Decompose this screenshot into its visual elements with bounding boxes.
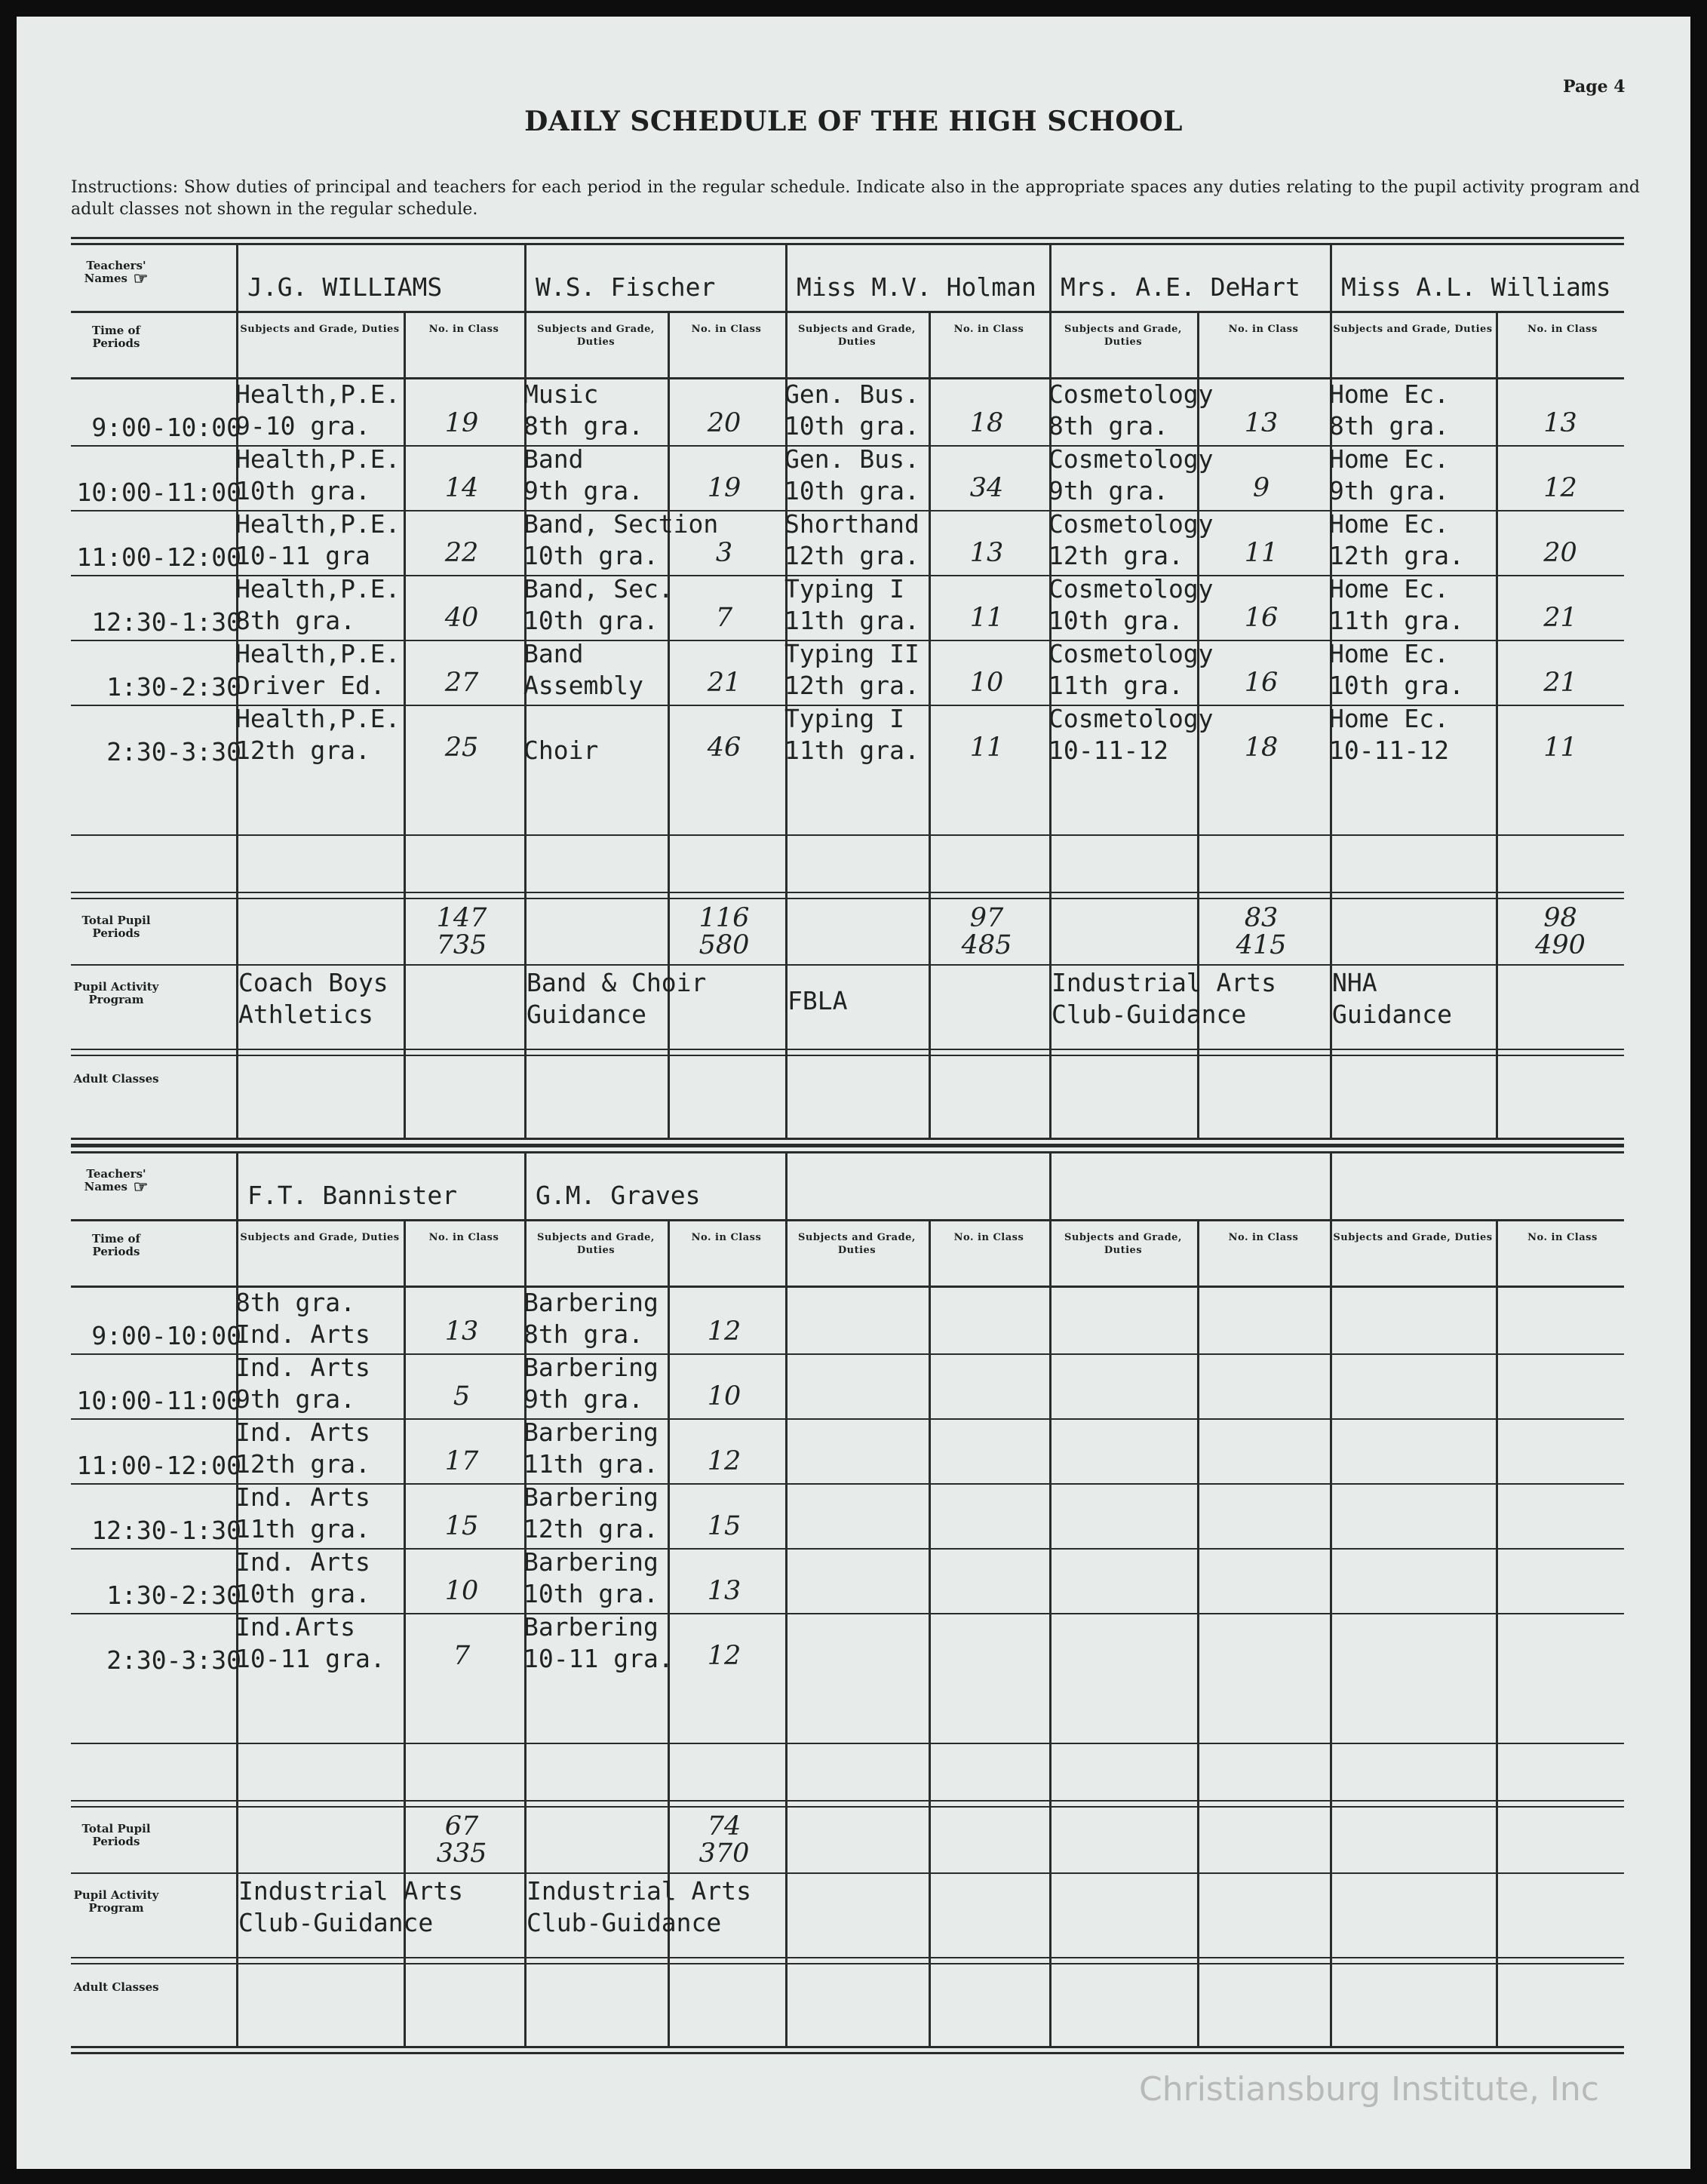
total-pupil-periods-label: Total Pupil Periods	[81, 914, 151, 940]
subject-line: Health,P.E.	[235, 379, 401, 409]
subject-line: Home Ec.	[1329, 509, 1449, 539]
grade-line: 10-11-12	[1048, 736, 1168, 765]
activity-line: NHA	[1332, 968, 1377, 997]
total-pupil-periods: 485	[961, 930, 1012, 960]
class-count: 21	[707, 668, 741, 698]
subjects-duties-header: Subjects and Grade, Duties	[1064, 1232, 1182, 1256]
grade-line: 8th gra.	[523, 1319, 643, 1349]
subject-line: Ind. Arts	[235, 1353, 370, 1382]
teachers-names-label	[71, 1167, 161, 1197]
class-count: 40	[444, 603, 479, 633]
period-time: 2:30-3:30	[106, 1645, 241, 1675]
subject-line: Barbering	[523, 1288, 659, 1317]
class-count: 15	[444, 1511, 479, 1541]
subject-line: Cosmetology	[1048, 639, 1214, 668]
subjects-duties-header: Subjects and Grade, Duties	[1333, 324, 1493, 335]
subject-line: Music	[523, 379, 599, 409]
class-count: 12	[707, 1316, 741, 1347]
total-periods: 147	[436, 903, 487, 933]
subject-line: Home Ec.	[1329, 704, 1449, 733]
adult-classes-label: Adult Classes	[73, 1980, 159, 1994]
no-in-class-header: No. in Class	[691, 1232, 762, 1243]
subject-line: Home Ec.	[1329, 444, 1449, 474]
watermark: Christiansburg Institute, Inc	[1139, 2070, 1599, 2109]
class-count: 27	[444, 668, 479, 698]
header-rule	[71, 1219, 1624, 1221]
grade-line: 8th gra.	[523, 411, 643, 441]
time-of-periods-label: Time of Periods	[92, 324, 140, 350]
grade-line: 10th gra.	[784, 411, 920, 441]
subject-line: Home Ec.	[1329, 639, 1449, 668]
class-count: 5	[453, 1381, 471, 1411]
grade-line: 9th gra.	[1048, 476, 1168, 505]
teacher-name: F.T. Bannister	[247, 1181, 458, 1210]
subject-line: Typing II	[784, 639, 920, 668]
adult-rule	[71, 1055, 1624, 1056]
period-time: 10:00-11:00	[76, 1386, 241, 1415]
class-count: 20	[707, 408, 741, 438]
class-count: 16	[1244, 668, 1279, 698]
no-in-class-header: No. in Class	[1527, 1232, 1598, 1243]
activity-line: Industrial Arts	[238, 1876, 464, 1906]
class-count: 17	[444, 1446, 479, 1476]
grade-line: 10th gra.	[784, 476, 920, 505]
teacher-name: W.S. Fischer	[536, 272, 716, 302]
total-periods: 83	[1244, 903, 1279, 933]
class-count: 13	[707, 1576, 741, 1606]
class-count: 11	[969, 603, 1004, 633]
section-top-rule	[71, 243, 1624, 245]
grade-line: 11th gra.	[523, 1449, 659, 1479]
activity-line: Club-Guidance	[527, 1908, 722, 1937]
activity-line: Industrial Arts	[1052, 968, 1277, 997]
subject-line: Ind. Arts	[235, 1418, 370, 1447]
period-time: 10:00-11:00	[76, 478, 241, 507]
activity-rule	[71, 964, 1624, 966]
total-pupil-periods: 370	[698, 1838, 750, 1869]
subject-line: Health,P.E.	[235, 639, 401, 668]
class-count: 12	[1543, 473, 1577, 503]
subject-line: Band, Section	[523, 509, 719, 539]
no-in-class-header: No. in Class	[1228, 324, 1299, 335]
total-periods: 97	[969, 903, 1004, 933]
subject-line: Cosmetology	[1048, 704, 1214, 733]
class-count: 13	[444, 1316, 479, 1347]
total-pupil-periods: 580	[698, 930, 750, 960]
class-count: 34	[969, 473, 1004, 503]
subject-line: Gen. Bus.	[784, 379, 920, 409]
subject-line: Typing I	[784, 574, 904, 604]
subject-line: Ind. Arts	[235, 1547, 370, 1577]
subject-line: Cosmetology	[1048, 574, 1214, 604]
subject-line: Gen. Bus.	[784, 444, 920, 474]
subject-line: Home Ec.	[1329, 574, 1449, 604]
section-top-rule	[71, 237, 1624, 239]
class-count: 10	[969, 668, 1004, 698]
class-count: 3	[715, 538, 733, 568]
instructions-text: Instructions: Show duties of principal and teachers for each period in the regular schedule. Indicate also in the appropriate spaces any duties relating to the pupil activity program and adult classes not shown in the regular schedule.	[71, 178, 1640, 219]
subjects-duties-header: Subjects and Grade, Duties	[1064, 324, 1182, 348]
section-bottom-rule	[71, 2046, 1624, 2048]
total-periods: 116	[698, 903, 750, 933]
teacher-name: J.G. WILLIAMS	[247, 272, 443, 302]
activity-line: Guidance	[1332, 1000, 1452, 1029]
total-periods: 67	[444, 1811, 479, 1842]
class-count: 20	[1543, 538, 1577, 568]
grade-line: 12th gra.	[235, 1449, 370, 1479]
total-pupil-periods: 735	[436, 930, 487, 960]
activity-rule	[71, 1872, 1624, 1874]
column-divider	[1197, 1219, 1199, 2046]
totals-rule	[71, 898, 1624, 899]
class-count: 16	[1244, 603, 1279, 633]
total-pupil-periods: 490	[1535, 930, 1586, 960]
section-bottom-rule	[71, 2052, 1624, 2054]
class-count: 22	[444, 538, 479, 568]
class-count: 7	[715, 603, 733, 633]
period-time: 1:30-2:30	[106, 672, 241, 702]
no-in-class-header: No. in Class	[428, 1232, 499, 1243]
activity-line: Guidance	[527, 1000, 646, 1029]
subject-line: Cosmetology	[1048, 379, 1214, 409]
section-top-rule	[71, 1145, 1624, 1147]
class-count: 13	[1543, 408, 1577, 438]
no-in-class-header: No. in Class	[691, 324, 762, 335]
period-time: 12:30-1:30	[91, 1516, 241, 1545]
grade-line: 10th gra.	[523, 1579, 659, 1608]
period-time: 11:00-12:00	[76, 1451, 241, 1480]
total-pupil-periods: 335	[436, 1838, 487, 1869]
teacher-name: G.M. Graves	[536, 1181, 701, 1210]
blank-row-rule	[71, 1743, 1624, 1744]
activity-line: FBLA	[787, 986, 848, 1015]
grade-line: 9th gra.	[1329, 476, 1449, 505]
class-count: 46	[707, 733, 741, 763]
period-time: 9:00-10:00	[91, 413, 241, 442]
class-count: 13	[1244, 408, 1279, 438]
total-periods: 74	[707, 1811, 741, 1842]
subject-line: 8th gra.	[235, 1288, 355, 1317]
subject-line: Health,P.E.	[235, 444, 401, 474]
no-in-class-header: No. in Class	[953, 324, 1024, 335]
grade-line: 10-11 gra.	[235, 1644, 385, 1673]
class-count: 18	[969, 408, 1004, 438]
teachers-names-text: Teachers' Names	[84, 259, 146, 285]
total-pupil-periods: 415	[1236, 930, 1287, 960]
grade-line: 9-10 gra.	[235, 411, 370, 441]
time-of-periods-label: Time of Periods	[92, 1232, 140, 1258]
totals-rule	[71, 1800, 1624, 1802]
section-bottom-rule	[71, 1138, 1624, 1140]
subject-line: Band	[523, 639, 584, 668]
grade-line: 10th gra.	[235, 1579, 370, 1608]
teachers-names-text: Teachers' Names	[84, 1167, 146, 1193]
class-count: 10	[707, 1381, 741, 1411]
grade-line: 12th gra.	[523, 1514, 659, 1544]
grade-line: 12th gra.	[784, 671, 920, 700]
grade-line: 11th gra.	[235, 1514, 370, 1544]
grade-line: 9th gra.	[523, 476, 643, 505]
subjects-duties-header: Subjects and Grade, Duties	[798, 324, 916, 348]
subject-line: Ind.Arts	[235, 1612, 355, 1642]
teacher-name: Mrs. A.E. DeHart	[1061, 272, 1300, 302]
class-count: 25	[444, 733, 479, 763]
class-count: 10	[444, 1576, 479, 1606]
subject-line: Home Ec.	[1329, 379, 1449, 409]
no-in-class-header: No. in Class	[428, 324, 499, 335]
no-in-class-header: No. in Class	[1527, 324, 1598, 335]
grade-line: 10-11-12	[1329, 736, 1449, 765]
subject-line: Barbering	[523, 1482, 659, 1512]
class-count: 19	[444, 408, 479, 438]
activity-line: Club-Guidance	[238, 1908, 434, 1937]
subjects-duties-header: Subjects and Grade, Duties	[1333, 1232, 1493, 1243]
period-time: 9:00-10:00	[91, 1321, 241, 1350]
class-count: 14	[444, 473, 479, 503]
class-count: 13	[969, 538, 1004, 568]
grade-line: 12th gra.	[1048, 541, 1184, 570]
column-divider	[1330, 1151, 1332, 2046]
grade-line: 10th gra.	[235, 476, 370, 505]
grade-line: 8th gra.	[235, 606, 355, 635]
subject-line: Health,P.E.	[235, 509, 401, 539]
grade-line: Driver Ed.	[235, 671, 385, 700]
adult-rule	[71, 1049, 1624, 1050]
activity-line: Industrial Arts	[527, 1876, 752, 1906]
subject-line: Ind. Arts	[235, 1482, 370, 1512]
grade-line: 8th gra.	[1048, 411, 1168, 441]
total-periods: 98	[1543, 903, 1577, 933]
class-count: 7	[453, 1641, 471, 1671]
grade-line: 8th gra.	[1329, 411, 1449, 441]
adult-classes-label: Adult Classes	[73, 1072, 159, 1086]
subjects-duties-header: Subjects and Grade, Duties	[537, 324, 655, 348]
grade-line: 12th gra.	[784, 541, 920, 570]
grade-line: 10-11 gra.	[523, 1644, 674, 1673]
class-count: 11	[1543, 733, 1577, 763]
grade-line: 9th gra.	[235, 1384, 355, 1414]
adult-rule	[71, 1957, 1624, 1958]
subject-line: Cosmetology	[1048, 509, 1214, 539]
subject-line: Band	[523, 444, 584, 474]
total-pupil-periods-label: Total Pupil Periods	[81, 1822, 151, 1848]
subject-line: Barbering	[523, 1612, 659, 1642]
pupil-activity-program-label: Pupil Activity Program	[73, 980, 159, 1006]
subject-line: Barbering	[523, 1418, 659, 1447]
pointing-hand-icon: ☞	[127, 1177, 149, 1197]
subjects-duties-header: Subjects and Grade, Duties	[537, 1232, 655, 1256]
grade-line: Assembly	[523, 671, 643, 700]
class-count: 19	[707, 473, 741, 503]
class-count: 21	[1543, 603, 1577, 633]
subject-line: Typing I	[784, 704, 904, 733]
grade-line: 12th gra.	[1329, 541, 1464, 570]
subject-line: Health,P.E.	[235, 574, 401, 604]
grade-line: 10-11 gra	[235, 541, 370, 570]
section-top-rule	[71, 1151, 1624, 1153]
period-time: 12:30-1:30	[91, 607, 241, 637]
totals-rule	[71, 892, 1624, 893]
adult-rule	[71, 1963, 1624, 1964]
column-divider	[1496, 1219, 1498, 2046]
activity-line: Club-Guidance	[1052, 1000, 1247, 1029]
grade-line: 9th gra.	[523, 1384, 643, 1414]
class-count: 12	[707, 1641, 741, 1671]
teachers-names-label	[71, 259, 161, 289]
period-time: 11:00-12:00	[76, 542, 241, 572]
class-count: 11	[969, 733, 1004, 763]
grade-line: Choir	[523, 736, 599, 765]
period-time: 2:30-3:30	[106, 737, 241, 766]
subject-line: Health,P.E.	[235, 704, 401, 733]
grade-line: 11th gra.	[784, 606, 920, 635]
grade-line: Ind. Arts	[235, 1319, 370, 1349]
column-divider	[1049, 1151, 1052, 2046]
period-time: 1:30-2:30	[106, 1580, 241, 1610]
teacher-name: Miss M.V. Holman	[797, 272, 1036, 302]
subject-line: Cosmetology	[1048, 444, 1214, 474]
schedule-form-page	[17, 17, 1690, 2169]
teacher-name: Miss A.L. Williams	[1341, 272, 1611, 302]
header-rule	[71, 311, 1624, 313]
grade-line: 10th gra.	[1329, 671, 1464, 700]
activity-line: Band & Choir	[527, 968, 707, 997]
subject-line: Shorthand	[784, 509, 920, 539]
blank-row-rule	[71, 834, 1624, 836]
grade-line: 11th gra.	[784, 736, 920, 765]
column-divider	[929, 1219, 931, 2046]
class-count: 9	[1252, 473, 1270, 503]
class-count: 21	[1543, 668, 1577, 698]
class-count: 18	[1244, 733, 1279, 763]
totals-rule	[71, 1806, 1624, 1808]
pointing-hand-icon: ☞	[127, 269, 149, 289]
subjects-duties-header: Subjects and Grade, Duties	[240, 324, 400, 335]
grade-line: 10th gra.	[523, 606, 659, 635]
page-title: DAILY SCHEDULE OF THE HIGH SCHOOL	[524, 106, 1183, 137]
activity-line: Athletics	[238, 1000, 373, 1029]
subjects-duties-header: Subjects and Grade, Duties	[240, 1232, 400, 1243]
grade-line: 11th gra.	[1329, 606, 1464, 635]
no-in-class-header: No. in Class	[953, 1232, 1024, 1243]
column-divider	[785, 1151, 787, 2046]
subjects-duties-header: Subjects and Grade, Duties	[798, 1232, 916, 1256]
no-in-class-header: No. in Class	[1228, 1232, 1299, 1243]
class-count: 15	[707, 1511, 741, 1541]
class-count: 11	[1244, 538, 1279, 568]
class-count: 12	[707, 1446, 741, 1476]
grade-line: 10th gra.	[523, 541, 659, 570]
page-number: Page 4	[1563, 77, 1626, 97]
subject-line: Band, Sec.	[523, 574, 674, 604]
subject-line: Barbering	[523, 1547, 659, 1577]
pupil-activity-program-label: Pupil Activity Program	[73, 1888, 159, 1915]
activity-line: Coach Boys	[238, 968, 388, 997]
subject-line: Barbering	[523, 1353, 659, 1382]
grade-line: 12th gra.	[235, 736, 370, 765]
grade-line: 10th gra.	[1048, 606, 1184, 635]
grade-line: 11th gra.	[1048, 671, 1184, 700]
